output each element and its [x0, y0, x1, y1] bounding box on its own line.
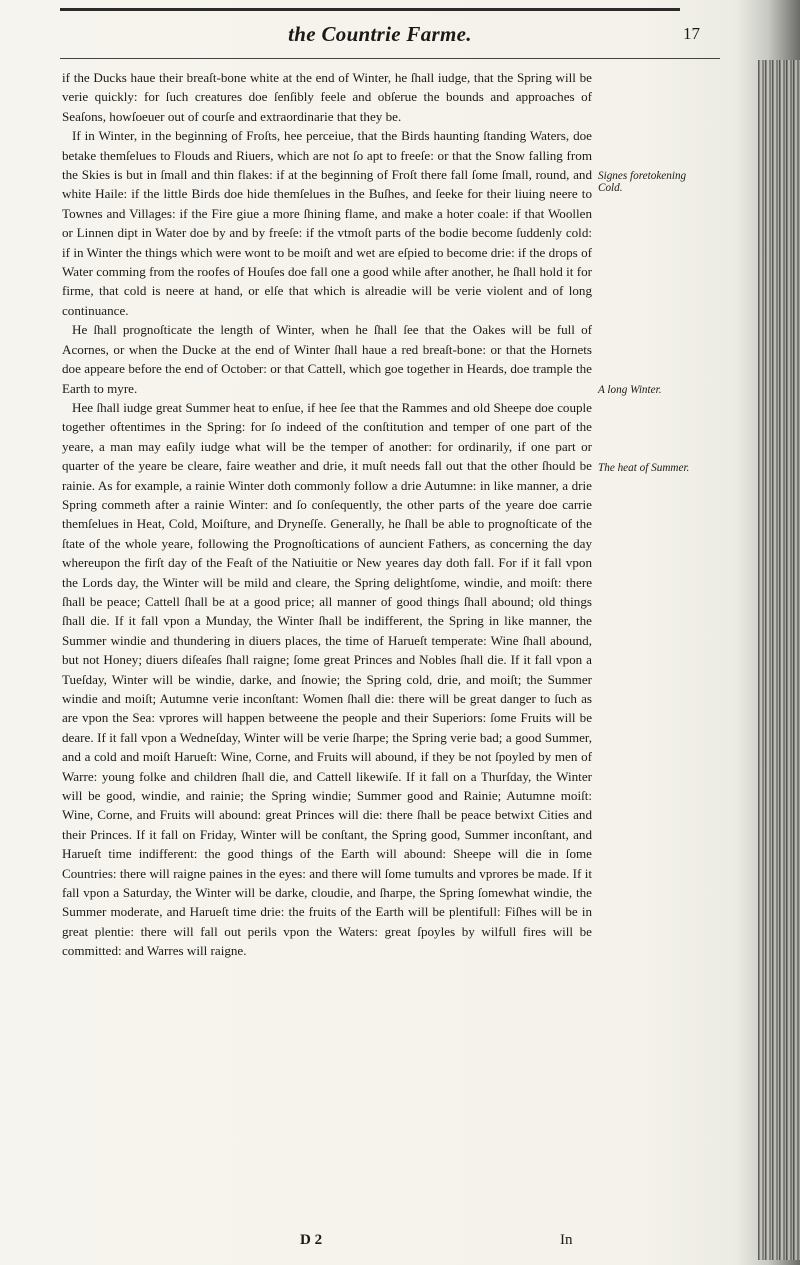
header-rule: [60, 58, 720, 59]
page-number: 17: [683, 24, 700, 43]
paragraph-long-winter: He ſhall prognoſticate the length of Winter, when he ſhall ſee that the Oakes will be full of Acornes, or when the Ducke at the end of Winter ſhall haue a red breaſt-bone: or that the Hornets doe appeare before the end of October: or that Cattell, which goe together in Heards, doe trample the Earth to myre.: [62, 322, 592, 396]
margin-note-long-winter: A long Winter.: [598, 384, 662, 396]
margin-note-heat-of-summer: The heat of Summer.: [598, 462, 690, 474]
paragraph-signs-of-cold: If in Winter, in the beginning of Froſts, hee perceiue, that the Birds haunting ſtanding Waters, doe betake themſelues to Flouds and Riuers, which are not ſo apt to freeſe: or that the Snow falling from the Skies is but in ſmall and thin flakes: if at the beginning of Froſt there fall ſome ſmall, round, and white Haile: if the little Birds doe hide themſelues in the Buſhes, and ſeeke for their liuing neere to Townes and Villages: if the Fire giue a more ſhining flame, and make a hoter coale: if that Woollen or Linnen dipt in Water doe by and by freeſe: if the vtmoſt parts of the bodie become ſuddenly cold: if in Winter the things which were wont to be moiſt and wet are eſpied to become drie: if the drops of Water comming from the roofes of Houſes doe fall one a good while after another, he ſhall hold it for firme, that cold is neere at hand, or elſe that which is alreadie will be verie violent and of long continuance.: [62, 128, 592, 318]
book-page-edges: [758, 60, 800, 1260]
margin-note-signs-cold: Signes foretokening Cold.: [598, 170, 687, 194]
top-border-rule: [60, 8, 680, 11]
running-title: the Countrie Farme.: [288, 22, 472, 46]
paragraph-ducks: if the Ducks haue their breaſt-bone white at the end of Winter, he ſhall iudge, that the Spring will be verie quickly: for ſuch creatures doe ſenſibly feele and obſerue the bounds and approaches of Seaſons, howſoeuer out of courſe and extraordinarie that they be.: [62, 70, 592, 124]
signature-mark: D 2: [300, 1232, 323, 1248]
catchword: In: [560, 1232, 573, 1248]
paragraph-summer-heat: Hee ſhall iudge great Summer heat to enſue, if hee ſee that the Rammes and old Sheepe doe couple together oftentimes in the Spring: for ſo indeed of the conſtitution and temper of one part of the yeare, a man may eaſily iudge what will be the temper of another: for ordinarily, if one part or quarter of the yeare be cleare, faire weather and drie, it muſt needs fall out that the other ſhould be rainie. As for example, a rainie Winter doth commonly follow a drie Autumne: in like manner, a drie Spring commeth after a rainie Winter: and ſo conſequently, the other parts of the yeare doe carrie themſelues in Heat, Cold, Moiſture, and Dryneſſe. Generally, he ſhall be able to prognoſticate of the ſtate of the whole yeare, following the Prognoſtications of auncient Fathers, as concerning the day whereupon the firſt day of the Feaſt of the Natiuitie or New yeares day doth fall. For if it fall vpon the Lords day, the Winter will be mild and cleare, the Spring delightſome, windie, and moiſt: there ſhall be peace; Cattell ſhall be at a good price; all manner of good things ſhall abound; old things ſhall die. If it fall vpon a Munday, the Winter ſhall be indifferent, the Spring in like manner, the Summer windie and thundering in diuers places, the time of Harueſt temperate: Wine ſhall abound, but not Honey; diuers diſeaſes ſhall raigne; ſome great Princes and Nobles ſhall die. If it fall vpon a Tueſday, Winter will be windie, darke, and ſnowie; the Spring cold, drie, and moiſt; the Summer windie and moiſt; Autumne verie inconſtant: Women ſhall die: there will be great danger to ſuch as are vpon the Sea: vprores will happen betweene the people and their Superiors: ſome Fruits will be deare. If it fall vpon a Wedneſday, Winter will be verie ſharpe; the Spring verie bad; a good Summer, and a cold and moiſt Harueſt: Wine, Corne, and Fruits will abound, if they be not ſpoyled by men of Warre: young folke and children ſhall die, and Cattell likewiſe. If it fall on a Thurſday, the Winter will be good, windie, and rainie; the Spring windie; Summer good and Rainie; Autumne moiſt: Wine, Corne, and Fruits will abound: great Princes will die: there ſhall be peace betwixt Cities and their Princes. If it fall on Friday, Winter will be conſtant, the Spring good, Summer inconſtant, and Harueſt time indifferent: the good things of the Earth will abound: Sheepe will die in ſome Countries: there will raigne paines in the eyes: and there will ſome tumults and vprores be made. If it fall vpon a Saturday, the Winter will be darke, cloudie, and ſharpe, the Spring ſomewhat windie, the Summer moderate, and Harueſt time drie: the fruits of the Earth will be plentifull: Fiſhes will be in great plentie: there will fall out perils vpon the Waters: great ſpoyles by wilfull fires will be committed: and Warres will raigne.: [62, 399, 592, 959]
body-text: [62, 68, 592, 961]
page-header: [60, 18, 700, 58]
